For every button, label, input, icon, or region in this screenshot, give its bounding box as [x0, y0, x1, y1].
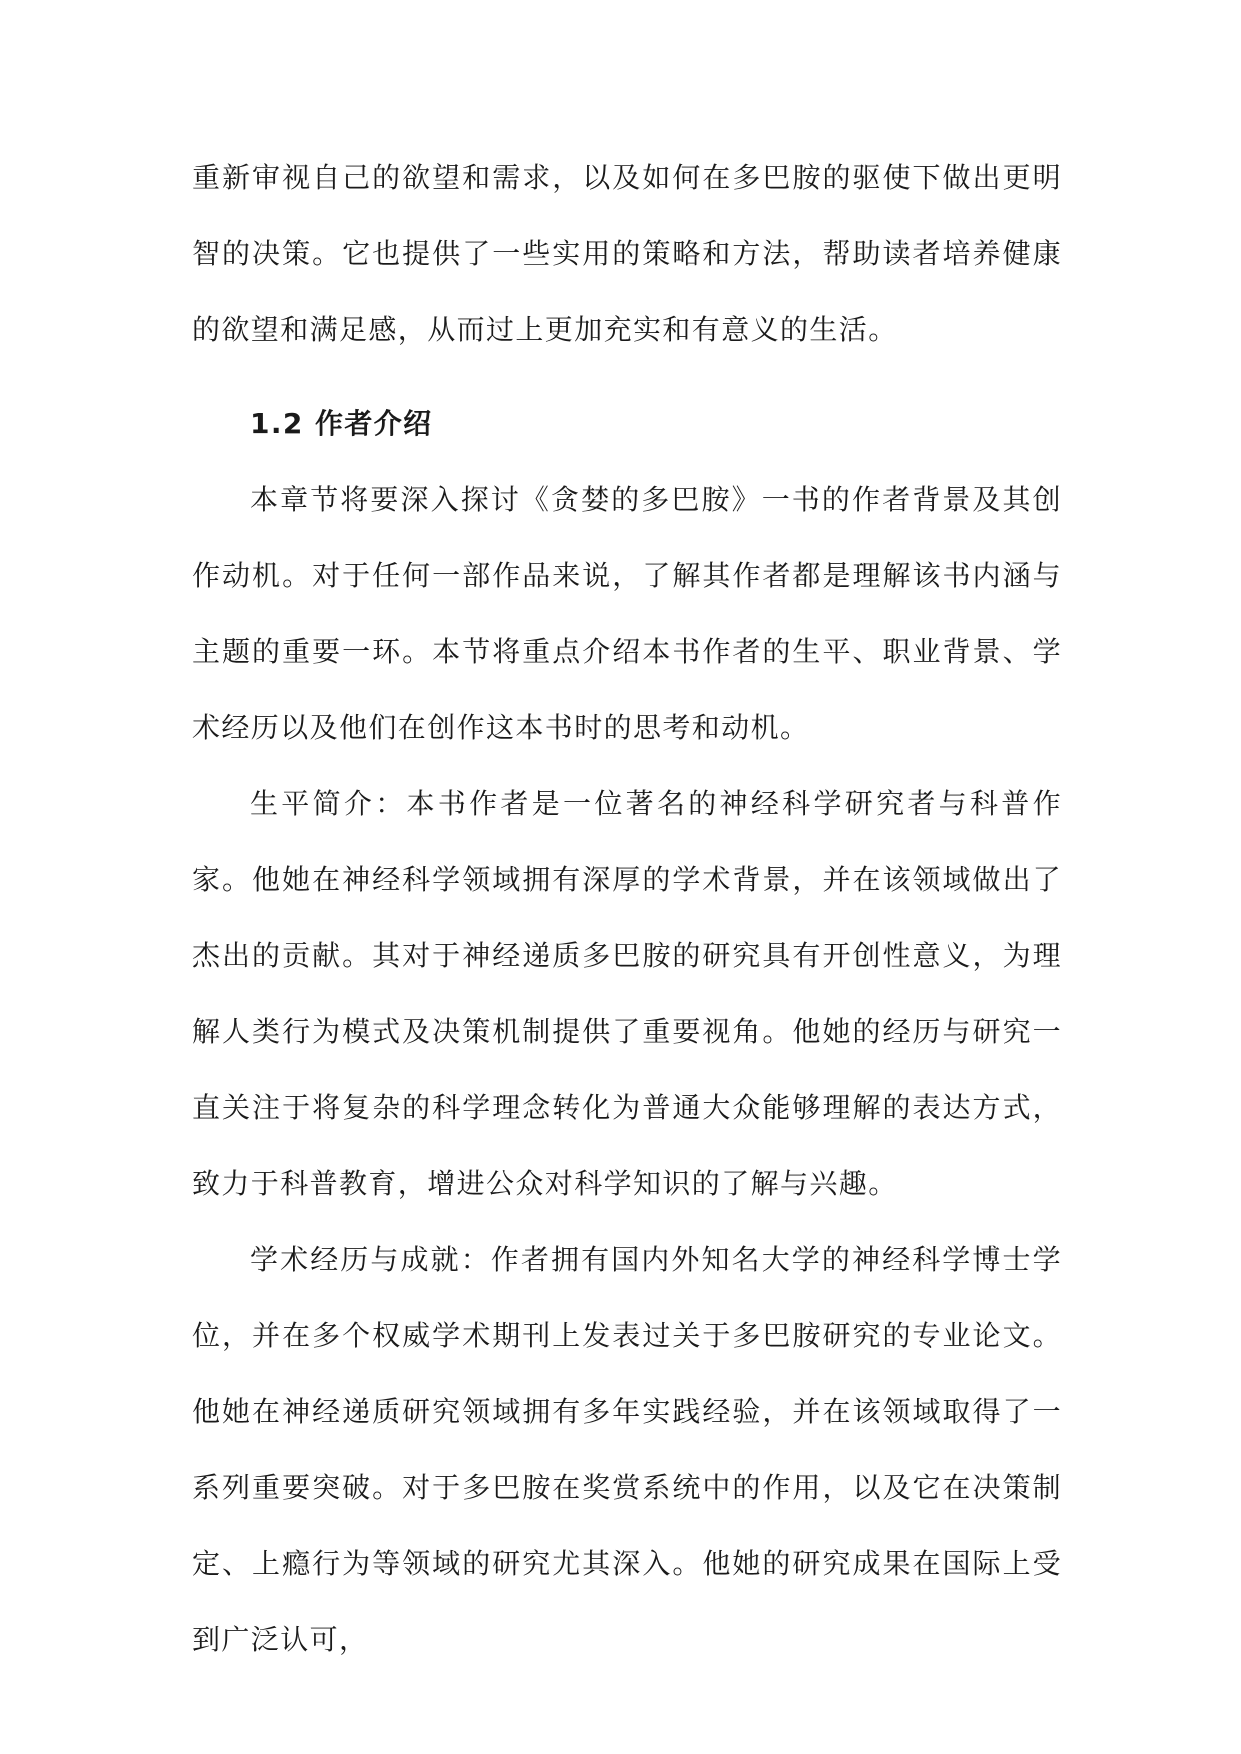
paragraph-continuation: 重新审视自己的欲望和需求，以及如何在多巴胺的驱使下做出更明智的决策。它也提供了一些实用的策略和方法，帮助读者培养健康的欲望和满足感，从而过上更加充实和有意义的生活。	[192, 161, 1062, 346]
document-body	[192, 140, 1062, 1678]
paragraph-biography: 生平简介：本书作者是一位著名的神经科学研究者与科普作家。他她在神经科学领域拥有深厚的学术背景，并在该领域做出了杰出的贡献。其对于神经递质多巴胺的研究具有开创性意义，为理解人类行为模式及决策机制提供了重要视角。他她的经历与研究一直关注于将复杂的科学理念转化为普通大众能够理解的表达方式，致力于科普教育，增进公众对科学知识的了解与兴趣。	[192, 787, 1062, 1200]
paragraph-intro: 本章节将要深入探讨《贪婪的多巴胺》一书的作者背景及其创作动机。对于任何一部作品来说，了解其作者都是理解该书内涵与主题的重要一环。本节将重点介绍本书作者的生平、职业背景、学术经历以及他们在创作这本书时的思考和动机。	[192, 483, 1062, 744]
section-heading: 1.2 作者介绍	[250, 407, 433, 440]
paragraph-academic-experience: 学术经历与成就：作者拥有国内外知名大学的神经科学博士学位，并在多个权威学术期刊上发表过关于多巴胺研究的专业论文。他她在神经递质研究领域拥有多年实践经验，并在该领域取得了一系列重要突破。对于多巴胺在奖赏系统中的作用，以及它在决策制定、上瘾行为等领域的研究尤其深入。他她的研究成果在国际上受到广泛认可，	[192, 1243, 1062, 1656]
